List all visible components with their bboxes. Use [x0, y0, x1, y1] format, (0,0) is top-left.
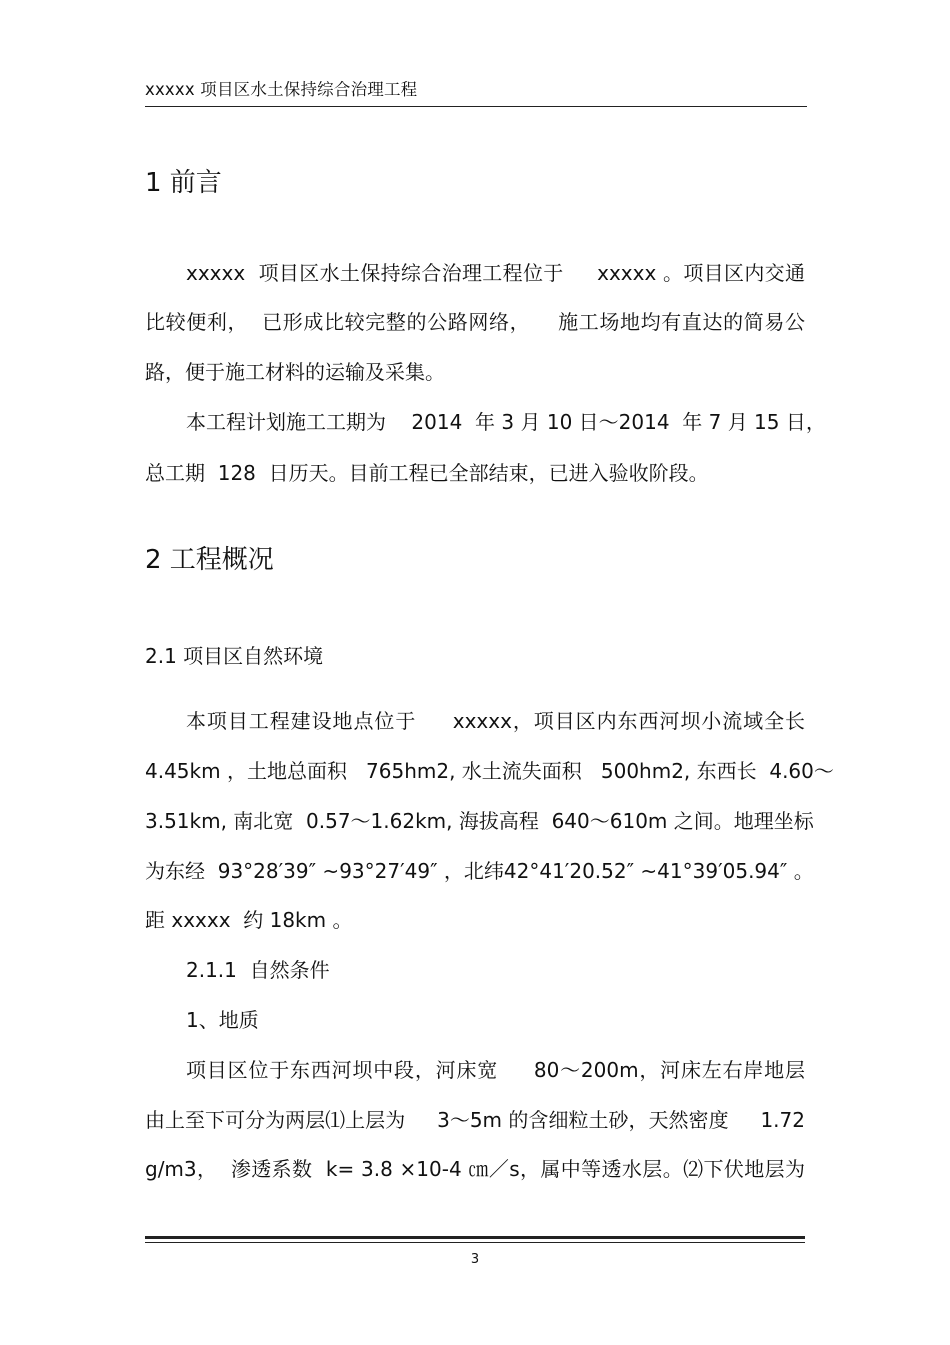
- paragraph-line: 路，便于施工材料的运输及采集。: [145, 360, 445, 384]
- paragraph-line: 4.45km ，土地总面积 765hm2, 水土流失面积 500hm2, 东西长 4.60～: [145, 759, 834, 783]
- subsubsection-heading: 2.1.1 自然条件: [186, 958, 330, 982]
- paragraph-line: 本项目工程建设地点位于 xxxxx，项目区内东西河坝小流域全长: [186, 709, 805, 733]
- item-heading: 1、地质: [186, 1008, 259, 1032]
- section-2-heading: 2 工程概况: [145, 545, 274, 575]
- paragraph-line: 本工程计划施工工期为 2014 年 3 月 10 日～2014 年 7 月 15 日，: [186, 410, 826, 434]
- paragraph-line: 距 xxxxx 约 18km 。: [145, 908, 353, 932]
- paragraph-line: 比较便利， 已形成比较完整的公路网络， 施工场地均有直达的简易公: [145, 310, 805, 334]
- header-title: xxxxx 项目区水土保持综合治理工程: [145, 80, 418, 99]
- paragraph-line: 总工期 128 日历天。目前工程已全部结束，已进入验收阶段。: [145, 461, 709, 485]
- paragraph-line: xxxxx 项目区水土保持综合治理工程位于 xxxxx 。项目区内交通: [186, 261, 805, 285]
- paragraph-line: 3.51km, 南北宽 0.57～1.62km, 海拔高程 640～610m 之间。地理坐标: [145, 809, 814, 833]
- page-number: 3: [470, 1252, 480, 1267]
- header-rule: [145, 106, 807, 107]
- footer-rule-thick: [145, 1236, 805, 1239]
- section-1-heading: 1 前言: [145, 168, 222, 198]
- paragraph-line: 由上至下可分为两层⑴上层为 3～5m 的含细粒土砂，天然密度 1.72: [145, 1108, 805, 1132]
- paragraph-line: 为东经 93°28′39″ ~93°27′49″ ，北纬42°41′20.52″ ~41°39′05.94″ 。: [145, 859, 814, 883]
- footer-rule-thin: [145, 1242, 805, 1243]
- subsection-heading: 2.1 项目区自然环境: [145, 644, 324, 668]
- paragraph-line: g/m3， 渗透系数 k= 3.8 ×10-4 ㎝／s，属中等透水层。⑵下伏地层为: [145, 1157, 805, 1181]
- paragraph-line: 项目区位于东西河坝中段，河床宽 80～200m，河床左右岸地层: [186, 1058, 805, 1082]
